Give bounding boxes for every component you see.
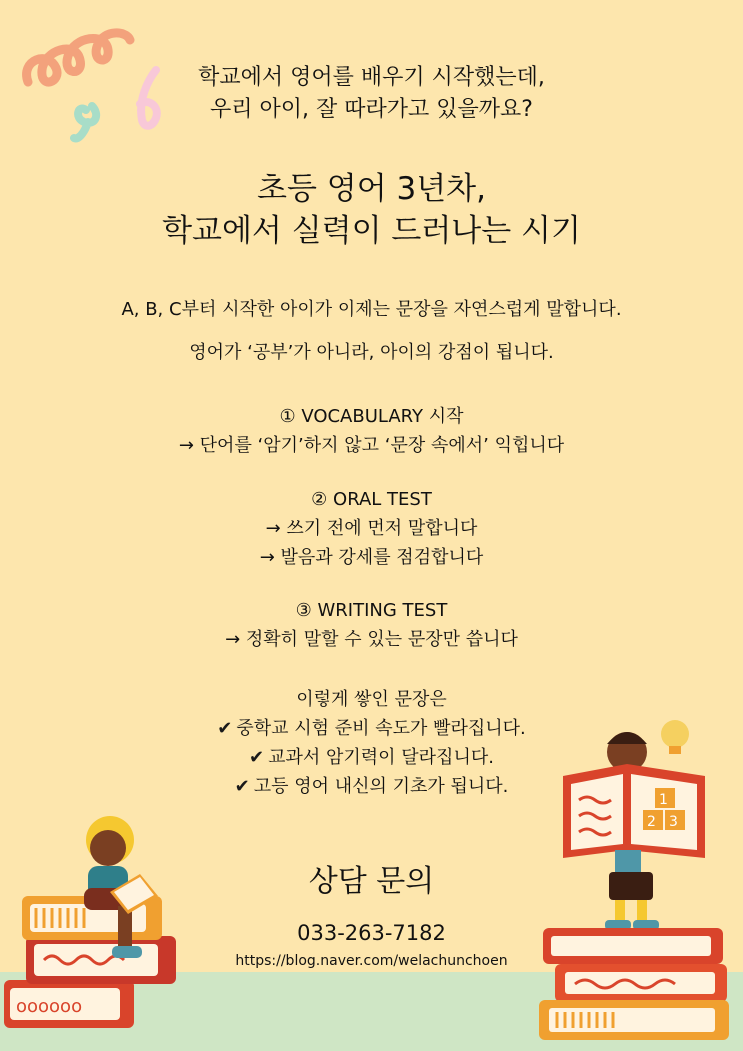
- result-item: ✔ 교과서 암기력이 달라집니다.: [0, 743, 743, 772]
- section-writing-test: [0, 596, 743, 654]
- girl-reading-illustration: [0, 810, 200, 1035]
- headline-line-2: 학교에서 실력이 드러나는 시기: [162, 213, 581, 249]
- lightbulb-icon: [661, 720, 689, 748]
- intro-text: [0, 62, 743, 126]
- checkmark-icon: ✔: [234, 776, 250, 797]
- boy-shorts: [609, 872, 653, 900]
- headline: [0, 168, 743, 252]
- boy-reading-illustration: [535, 712, 740, 1042]
- book-number: 2: [647, 814, 656, 830]
- description-line-2: 영어가 ‘공부’가 아니라, 아이의 강점이 됩니다.: [189, 342, 554, 363]
- intro-line-2: 우리 아이, 잘 따라가고 있을까요?: [210, 97, 533, 122]
- section-oral-test: [0, 485, 743, 572]
- checkmark-icon: ✔: [249, 747, 265, 768]
- results-intro: 이렇게 쌓인 문장은: [296, 689, 447, 710]
- contact-url-link[interactable]: https://blog.naver.com/welachunchoen: [235, 953, 508, 969]
- description-line-1: A, B, C부터 시작한 아이가 이제는 문장을 자연스럽게 말합니다.: [121, 299, 622, 320]
- girl-face: [90, 830, 126, 866]
- contact-title: 상담 문의: [308, 864, 435, 899]
- contact-phone[interactable]: 033-263-7182: [297, 921, 446, 945]
- section-title: ③ WRITING TEST: [295, 600, 448, 621]
- checkmark-icon: ✔: [217, 718, 233, 739]
- intro-line-1: 학교에서 영어를 배우기 시작했는데,: [198, 65, 545, 90]
- section-line: → 쓰기 전에 먼저 말합니다: [265, 518, 478, 539]
- section-vocabulary: [0, 402, 743, 460]
- book-number: 3: [669, 814, 678, 830]
- svg-text:oooooo: oooooo: [16, 996, 83, 1017]
- section-line: → 단어를 ‘암기’하지 않고 ‘문장 속에서’ 익힙니다: [178, 435, 565, 456]
- book-number: 1: [659, 792, 668, 808]
- section-title: ① VOCABULARY 시작: [279, 406, 464, 427]
- section-line: → 발음과 강세를 점검합니다: [259, 547, 484, 568]
- result-item: ✔ 중학교 시험 준비 속도가 빨라집니다.: [0, 714, 743, 743]
- section-title: ② ORAL TEST: [311, 489, 432, 510]
- section-line: → 정확히 말할 수 있는 문장만 씁니다: [225, 629, 518, 650]
- girl-shoe: [112, 946, 142, 958]
- headline-line-1: 초등 영어 3년차,: [257, 171, 486, 207]
- result-item: ✔ 고등 영어 내신의 기초가 됩니다.: [0, 772, 743, 801]
